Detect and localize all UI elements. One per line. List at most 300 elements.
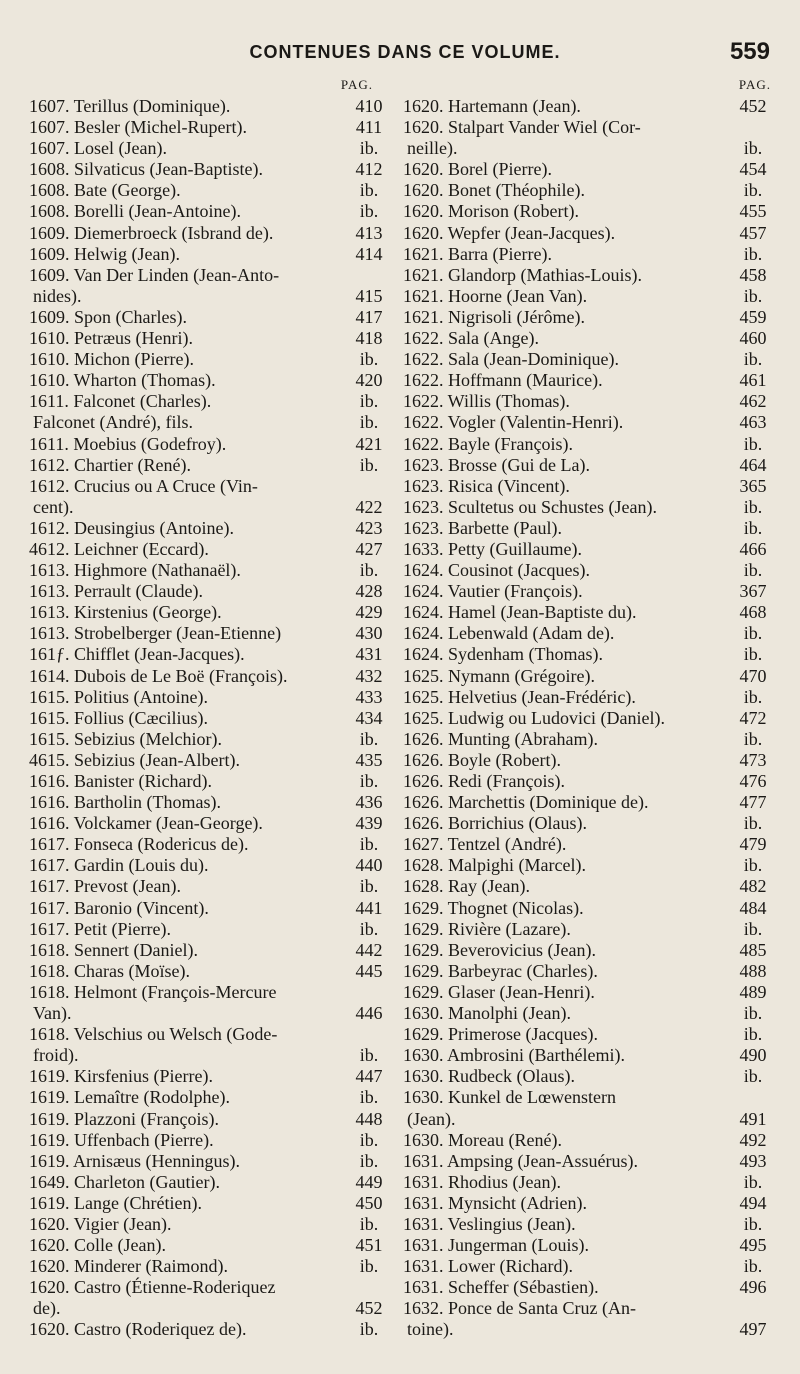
entry-page: 449 <box>355 1171 383 1192</box>
entry-page: 466 <box>739 538 767 559</box>
index-entry <box>29 687 391 708</box>
entry-text: 1619. Uffenbach (Pierre). <box>29 1129 214 1150</box>
index-entry <box>29 518 391 539</box>
index-entry <box>29 792 391 813</box>
entry-page: 441 <box>355 897 383 918</box>
index-entry <box>29 434 391 455</box>
entry-page: 410 <box>355 96 383 116</box>
entry-page: ib. <box>359 1129 379 1150</box>
entry-text: 1608. Bate (George). <box>29 180 181 201</box>
index-entry <box>403 1087 775 1108</box>
index-entry <box>403 412 775 433</box>
entry-page: ib. <box>359 1256 379 1277</box>
entry-page: 491 <box>739 1108 767 1129</box>
entry-text: 1619. Arnisæus (Henningus). <box>29 1150 240 1171</box>
entry-text: 1615. Politius (Antoine). <box>29 686 208 707</box>
index-entry <box>403 201 775 222</box>
entry-text: 1612. Crucius ou A Cruce (Vin- <box>29 475 258 496</box>
index-entry <box>29 1172 391 1193</box>
entry-page: ib. <box>359 876 379 897</box>
entry-page: 495 <box>739 1235 767 1256</box>
index-entry <box>29 180 391 201</box>
entry-page: 488 <box>739 960 767 981</box>
entry-page: ib. <box>359 412 379 433</box>
index-entry <box>403 1256 775 1277</box>
entry-text: 4615. Sebizius (Jean-Albert). <box>29 749 240 770</box>
entry-text: 1630. Manolphi (Jean). <box>403 1003 571 1024</box>
entry-text: 1607. Terillus (Dominique). <box>29 96 231 116</box>
index-entry <box>29 1298 391 1319</box>
entry-text: 1620. Borel (Pierre). <box>403 159 552 180</box>
right-column <box>403 77 775 1341</box>
index-entry <box>29 286 391 307</box>
entry-page: ib. <box>359 1150 379 1171</box>
index-entry <box>29 1045 391 1066</box>
entry-text: 1622. Sala (Jean-Dominique). <box>403 349 619 370</box>
entry-page: 411 <box>355 117 383 138</box>
entry-text: 1630. Rudbeck (Olaus). <box>403 1066 575 1087</box>
entry-page: ib. <box>359 138 379 159</box>
index-entry <box>29 834 391 855</box>
pag-label: PAG. <box>738 77 771 92</box>
entry-page: ib. <box>359 1213 379 1234</box>
entry-page: 445 <box>355 960 383 981</box>
entry-page: 446 <box>355 1003 383 1024</box>
entry-page: 433 <box>355 686 383 707</box>
entry-page: 428 <box>355 581 383 602</box>
entry-text: 1625. Nymann (Grégoire). <box>403 665 595 686</box>
index-entry <box>403 117 775 138</box>
index-entry <box>29 644 391 665</box>
entry-text: 1609. Helwig (Jean). <box>29 243 180 264</box>
index-entry <box>403 180 775 201</box>
entry-text: 1631. Veslingius (Jean). <box>403 1213 576 1234</box>
index-entry <box>29 813 391 834</box>
index-entry <box>29 1235 391 1256</box>
entry-text: 1622. Hoffmann (Maurice). <box>403 370 603 391</box>
index-entry <box>403 1151 775 1172</box>
entry-page: ib. <box>743 1003 763 1024</box>
index-entry <box>29 1087 391 1108</box>
entry-text: 1616. Volckamer (Jean-George). <box>29 813 263 834</box>
index-entry <box>29 391 391 412</box>
entry-text: 1617. Petit (Pierre). <box>29 918 171 939</box>
index-entry <box>29 623 391 644</box>
entry-page: ib. <box>743 560 763 581</box>
entry-text: Van). <box>33 1003 72 1024</box>
entry-page: 436 <box>355 792 383 813</box>
page-header <box>40 38 770 74</box>
entry-page: 468 <box>739 602 767 623</box>
entry-text: 1609. Spon (Charles). <box>29 306 187 327</box>
index-entry <box>403 1066 775 1087</box>
index-entry <box>29 919 391 940</box>
entry-page: 482 <box>739 876 767 897</box>
entry-page: 432 <box>355 665 383 686</box>
index-entry <box>29 1003 391 1024</box>
entry-text: 1619. Kirsfenius (Pierre). <box>29 1066 213 1087</box>
index-entry <box>403 286 775 307</box>
entry-page: ib. <box>743 433 763 454</box>
index-entry <box>29 1214 391 1235</box>
index-entry <box>29 940 391 961</box>
entry-text: 1628. Malpighi (Marcel). <box>403 855 586 876</box>
entry-text: 1623. Brosse (Gui de La). <box>403 454 590 475</box>
index-entry <box>403 96 775 117</box>
index-entry <box>29 560 391 581</box>
entry-text: 1610. Wharton (Thomas). <box>29 370 216 391</box>
entry-text: 1631. Rhodius (Jean). <box>403 1171 561 1192</box>
entry-text: 1613. Kirstenius (George). <box>29 602 222 623</box>
entry-page: 367 <box>739 581 767 602</box>
index-entry <box>403 1045 775 1066</box>
index-entry <box>403 370 775 391</box>
entry-page: 457 <box>739 222 767 243</box>
index-entry <box>403 560 775 581</box>
index-entry <box>403 982 775 1003</box>
entry-page: ib. <box>359 834 379 855</box>
entry-page: ib. <box>743 517 763 538</box>
index-entry <box>403 771 775 792</box>
entry-text: 1617. Baronio (Vincent). <box>29 897 209 918</box>
entry-text: 1619. Lange (Chrétien). <box>29 1192 202 1213</box>
index-entry <box>403 1235 775 1256</box>
entry-page: ib. <box>743 644 763 665</box>
index-entry <box>29 750 391 771</box>
index-entry <box>403 391 775 412</box>
entry-text: 1613. Highmore (Nathanaël). <box>29 560 241 581</box>
entry-page: ib. <box>359 560 379 581</box>
entry-page: ib. <box>743 1256 763 1277</box>
entry-text: Falconet (André), fils. <box>33 412 193 433</box>
entry-page: ib. <box>743 496 763 517</box>
entry-page: 417 <box>355 306 383 327</box>
entry-text: 1615. Follius (Cæcilius). <box>29 707 209 728</box>
entry-page: 461 <box>739 370 767 391</box>
index-entry <box>29 876 391 897</box>
index-entry <box>403 792 775 813</box>
entry-text: 1622. Willis (Thomas). <box>403 391 570 412</box>
entry-page: 477 <box>739 792 767 813</box>
entry-page: ib. <box>743 138 763 159</box>
entry-page: ib. <box>359 728 379 749</box>
entry-page: 450 <box>355 1192 383 1213</box>
entry-page: ib. <box>743 1171 763 1192</box>
entry-page: 472 <box>739 707 767 728</box>
entry-page: ib. <box>359 1045 379 1066</box>
entry-text: 1629. Beverovicius (Jean). <box>403 939 596 960</box>
index-entry <box>403 328 775 349</box>
entry-page: 434 <box>355 707 383 728</box>
entry-text: 1626. Boyle (Robert). <box>403 749 561 770</box>
entry-text: 1612. Deusingius (Antoine). <box>29 517 234 538</box>
entry-text: 1616. Banister (Richard). <box>29 771 212 791</box>
entry-text: 1629. Rivière (Lazare). <box>403 918 571 939</box>
entry-text: 1631. Mynsicht (Adrien). <box>403 1192 587 1213</box>
entry-text: nides). <box>33 285 82 306</box>
entry-page: ib. <box>743 728 763 749</box>
index-entry <box>403 898 775 919</box>
entry-text: 1630. Ambrosini (Barthélemi). <box>403 1045 625 1066</box>
index-entry <box>403 644 775 665</box>
entry-text: 1607. Besler (Michel-Rupert). <box>29 117 247 138</box>
index-entry <box>29 476 391 497</box>
entry-page: ib. <box>359 180 379 201</box>
entry-text: 1622. Sala (Ange). <box>403 328 539 349</box>
entry-text: 1626. Munting (Abraham). <box>403 728 598 749</box>
index-entry <box>403 855 775 876</box>
entry-text: 1633. Petty (Guillaume). <box>403 538 582 559</box>
entry-text: 1621. Barra (Pierre). <box>403 243 552 264</box>
entry-page: ib. <box>743 349 763 370</box>
entry-text: 1611. Falconet (Charles). <box>29 391 212 412</box>
entry-page: ib. <box>359 1087 379 1108</box>
index-entry <box>403 687 775 708</box>
entry-text: 1620. Castro (Étienne-Roderiquez <box>29 1277 276 1298</box>
index-entry <box>403 434 775 455</box>
index-entry <box>29 666 391 687</box>
index-entry <box>403 1214 775 1235</box>
entry-page: 365 <box>739 475 767 496</box>
entry-text: 1631. Lower (Richard). <box>403 1256 573 1277</box>
entry-page: ib. <box>359 771 379 791</box>
entry-text: cent). <box>33 496 74 517</box>
index-entry <box>29 349 391 370</box>
entry-text: 1624. Cousinot (Jacques). <box>403 560 590 581</box>
entry-page: ib. <box>359 918 379 939</box>
entry-page: ib. <box>743 243 763 264</box>
entry-page: 431 <box>355 644 383 665</box>
index-entry <box>403 834 775 855</box>
index-entry <box>403 666 775 687</box>
entry-text: 1620. Castro (Roderiquez de). <box>29 1319 247 1340</box>
entry-page: 413 <box>355 222 383 243</box>
entry-text: 1623. Risica (Vincent). <box>403 475 570 496</box>
entry-text: 1631. Scheffer (Sébastien). <box>403 1277 599 1298</box>
index-entry <box>29 117 391 138</box>
entry-text: 1608. Silvaticus (Jean-Baptiste). <box>29 159 263 180</box>
entry-page: 476 <box>739 771 767 791</box>
index-entry <box>29 1066 391 1087</box>
entry-text: 1618. Velschius ou Welsch (Gode- <box>29 1024 278 1045</box>
entry-page: 464 <box>739 454 767 475</box>
index-entry <box>403 623 775 644</box>
entry-page: 423 <box>355 517 383 538</box>
entry-page: 489 <box>739 981 767 1002</box>
index-entry <box>29 1193 391 1214</box>
entry-page: 447 <box>355 1066 383 1087</box>
entry-text: 1621. Glandorp (Mathias-Louis). <box>403 264 642 285</box>
index-entry <box>403 518 775 539</box>
index-entry <box>403 940 775 961</box>
entry-page: ib. <box>743 285 763 306</box>
entry-page: 451 <box>355 1235 383 1256</box>
entry-text: 1620. Hartemann (Jean). <box>403 96 581 116</box>
entry-text: 1620. Stalpart Vander Wiel (Cor- <box>403 117 641 138</box>
entry-text: 1626. Marchettis (Dominique de). <box>403 792 649 813</box>
index-entry <box>403 307 775 328</box>
entry-text: 1626. Borrichius (Olaus). <box>403 813 587 834</box>
index-entry <box>403 876 775 897</box>
index-entry <box>29 961 391 982</box>
index-entry <box>29 1277 391 1298</box>
index-entry <box>29 328 391 349</box>
entry-text: (Jean). <box>407 1108 456 1129</box>
entry-text: 1620. Minderer (Raimond). <box>29 1256 228 1277</box>
entry-text: 1622. Vogler (Valentin-Henri). <box>403 412 624 433</box>
entry-page: 422 <box>355 496 383 517</box>
index-entry <box>29 708 391 729</box>
entry-text: 1623. Barbette (Paul). <box>403 517 562 538</box>
entry-page: ib. <box>743 918 763 939</box>
index-entry <box>403 223 775 244</box>
entry-page: ib. <box>743 813 763 834</box>
entry-text: 1621. Hoorne (Jean Van). <box>403 285 588 306</box>
entry-text: 1620. Morison (Robert). <box>403 201 579 222</box>
index-entry <box>29 729 391 750</box>
entry-text: 1629. Thognet (Nicolas). <box>403 897 584 918</box>
index-entry <box>403 265 775 286</box>
entry-text: 1627. Tentzel (André). <box>403 834 567 855</box>
index-entry <box>29 244 391 265</box>
entry-page: ib. <box>743 1024 763 1045</box>
entry-page: 455 <box>739 201 767 222</box>
entry-text: neille). <box>407 138 458 159</box>
index-entry <box>403 138 775 159</box>
entry-text: 1615. Sebizius (Melchior). <box>29 728 222 749</box>
entry-text: 1620. Bonet (Théophile). <box>403 180 585 201</box>
entry-page: 452 <box>739 96 767 116</box>
entry-page: 429 <box>355 602 383 623</box>
index-entry <box>29 581 391 602</box>
entry-page: 479 <box>739 834 767 855</box>
entry-page: 470 <box>739 665 767 686</box>
entry-text: 1610. Michon (Pierre). <box>29 349 194 370</box>
index-entry <box>29 96 391 117</box>
index-entry <box>403 1024 775 1045</box>
entry-text: de). <box>33 1298 61 1319</box>
entry-text: 1613. Perrault (Claude). <box>29 581 203 602</box>
index-entry <box>29 1130 391 1151</box>
entry-text: 1625. Ludwig ou Ludovici (Daniel). <box>403 707 665 728</box>
index-entry <box>403 919 775 940</box>
entry-text: 1630. Kunkel de Lœwenstern <box>403 1087 616 1108</box>
entry-text: 1609. Diemerbroeck (Isbrand de). <box>29 222 274 243</box>
entry-page: 418 <box>355 328 383 349</box>
entry-page: 462 <box>739 391 767 412</box>
entry-page: 440 <box>355 855 383 876</box>
entry-text: 1616. Bartholin (Thomas). <box>29 792 221 813</box>
entry-text: 1630. Moreau (René). <box>403 1129 562 1150</box>
index-entry <box>403 476 775 497</box>
entry-text: 1625. Helvetius (Jean-Frédéric). <box>403 686 636 707</box>
index-entry <box>29 1319 391 1340</box>
entry-page: ib. <box>359 1319 379 1340</box>
entry-text: 1629. Primerose (Jacques). <box>403 1024 598 1045</box>
entry-text: 1609. Van Der Linden (Jean-Anto- <box>29 264 280 285</box>
index-entry <box>29 307 391 328</box>
entry-text: 1618. Charas (Moïse). <box>29 960 190 981</box>
index-entry <box>29 1024 391 1045</box>
entry-text: 1631. Jungerman (Louis). <box>403 1235 589 1256</box>
entry-page: 430 <box>355 623 383 644</box>
entry-text: 1620. Wepfer (Jean-Jacques). <box>403 222 616 243</box>
entry-text: 1619. Lemaître (Rodolphe). <box>29 1087 230 1108</box>
index-entry <box>29 855 391 876</box>
entry-page: ib. <box>743 180 763 201</box>
entry-text: 1624. Sydenham (Thomas). <box>403 644 603 665</box>
index-entry <box>403 244 775 265</box>
index-entry <box>403 539 775 560</box>
index-entry <box>29 982 391 1003</box>
entry-text: 1607. Losel (Jean). <box>29 138 167 159</box>
index-entry <box>403 750 775 771</box>
entry-text: 1624. Lebenwald (Adam de). <box>403 623 615 644</box>
index-entry <box>29 1256 391 1277</box>
index-entry <box>403 159 775 180</box>
entry-text: 1624. Hamel (Jean-Baptiste du). <box>403 602 637 623</box>
entry-text: 1617. Gardin (Louis du). <box>29 855 209 876</box>
entry-text: 1628. Ray (Jean). <box>403 876 530 897</box>
entry-text: 1608. Borelli (Jean-Antoine). <box>29 201 241 222</box>
entry-page: ib. <box>743 1066 763 1087</box>
entry-page: 493 <box>739 1150 767 1171</box>
entry-page: 442 <box>355 939 383 960</box>
page-number: 559 <box>729 38 770 65</box>
entry-text: 1617. Fonseca (Rodericus de). <box>29 834 249 855</box>
entry-text: 1620. Vigier (Jean). <box>29 1213 172 1234</box>
index-entry <box>29 138 391 159</box>
index-entry <box>29 539 391 560</box>
entry-text: 1620. Colle (Jean). <box>29 1235 166 1256</box>
index-entry <box>403 1109 775 1130</box>
entry-text: 1631. Ampsing (Jean-Assuérus). <box>403 1150 638 1171</box>
entry-text: 161ƒ. Chifflet (Jean-Jacques). <box>29 644 245 665</box>
entry-page: 427 <box>355 538 383 559</box>
index-entry <box>403 1130 775 1151</box>
index-entry <box>29 201 391 222</box>
entry-page: ib. <box>359 454 379 475</box>
index-entry <box>403 1319 775 1340</box>
entry-page: 460 <box>739 328 767 349</box>
index-entry <box>403 1298 775 1319</box>
entry-page: 463 <box>739 412 767 433</box>
entry-text: 1649. Charleton (Gautier). <box>29 1171 220 1192</box>
entry-page: 473 <box>739 749 767 770</box>
index-entry <box>403 729 775 750</box>
entry-page: 454 <box>739 159 767 180</box>
index-entry <box>403 602 775 623</box>
entry-page: 439 <box>355 813 383 834</box>
entry-page: 497 <box>739 1319 767 1340</box>
entry-page: 485 <box>739 939 767 960</box>
index-entry <box>29 1109 391 1130</box>
index-entry <box>29 265 391 286</box>
entry-text: toine). <box>407 1319 454 1340</box>
entry-page: ib. <box>743 855 763 876</box>
index-entry <box>403 961 775 982</box>
entry-page: 459 <box>739 306 767 327</box>
entry-page: 421 <box>355 433 383 454</box>
entry-page: 415 <box>355 285 383 306</box>
entry-page: 412 <box>355 159 383 180</box>
entry-text: 1617. Prevost (Jean). <box>29 876 181 897</box>
entry-page: 420 <box>355 370 383 391</box>
entry-text: 1618. Sennert (Daniel). <box>29 939 198 960</box>
entry-text: 1621. Nigrisoli (Jérôme). <box>403 306 585 327</box>
entry-page: 494 <box>739 1192 767 1213</box>
entry-page: ib. <box>359 349 379 370</box>
